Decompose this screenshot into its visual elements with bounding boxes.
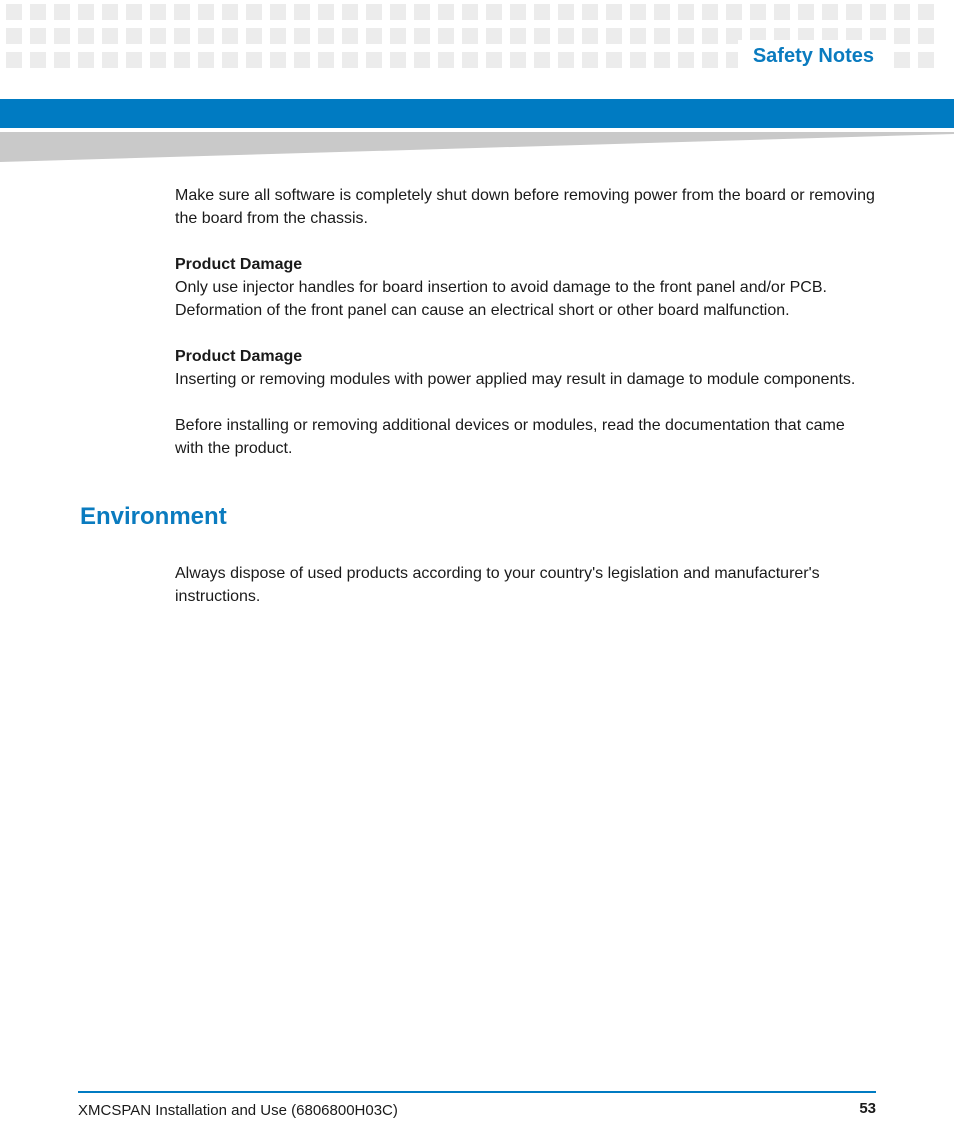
pattern-square [534, 28, 550, 44]
header-blue-bar [0, 99, 954, 128]
product-damage-text-2b: Before installing or removing additional devices or modules, read the documentation that came with the product. [175, 417, 845, 457]
pattern-square [150, 52, 166, 68]
page-number: 53 [859, 1100, 876, 1117]
pattern-square [606, 52, 622, 68]
pattern-square [78, 52, 94, 68]
pattern-square [222, 4, 238, 20]
pattern-square [30, 4, 46, 20]
product-damage-text-1b: Deformation of the front panel can cause an electrical short or other board malfunction. [175, 302, 790, 319]
pattern-square [774, 4, 790, 20]
pattern-square [294, 52, 310, 68]
pattern-square [486, 52, 502, 68]
pattern-square [414, 4, 430, 20]
footer-rule [78, 1091, 876, 1093]
pattern-square [558, 28, 574, 44]
pattern-square [102, 4, 118, 20]
pattern-square [414, 28, 430, 44]
pattern-square [654, 4, 670, 20]
pattern-square [438, 4, 454, 20]
pattern-square [510, 52, 526, 68]
pattern-square [726, 4, 742, 20]
product-damage-text-1a: Only use injector handles for board insertion to avoid damage to the front panel and/or PCB. [175, 279, 827, 296]
pattern-square [462, 52, 478, 68]
product-damage-heading-1: Product Damage [175, 256, 303, 273]
pattern-square [126, 4, 142, 20]
pattern-square [582, 4, 598, 20]
pattern-square [510, 4, 526, 20]
pattern-square [630, 4, 646, 20]
pattern-square [30, 28, 46, 44]
pattern-square [198, 52, 214, 68]
pattern-square [918, 4, 934, 20]
section-title: Safety Notes [752, 45, 874, 67]
pattern-square [222, 52, 238, 68]
pattern-square [6, 4, 22, 20]
pattern-square [678, 28, 694, 44]
pattern-square [198, 28, 214, 44]
pattern-square [270, 52, 286, 68]
shutdown-paragraph: Make sure all software is completely shut down before removing power from the board or removing the board from the chassis. [175, 187, 875, 227]
pattern-square [846, 4, 862, 20]
pattern-square [486, 28, 502, 44]
pattern-square [222, 28, 238, 44]
pattern-square [102, 52, 118, 68]
pattern-square [318, 28, 334, 44]
pattern-square [606, 28, 622, 44]
pattern-square [534, 52, 550, 68]
product-damage-text-2a: Inserting or removing modules with power applied may result in damage to module components. [175, 371, 856, 388]
pattern-square [486, 4, 502, 20]
pattern-square [318, 4, 334, 20]
pattern-square [870, 4, 886, 20]
pattern-square [414, 52, 430, 68]
pattern-square [150, 28, 166, 44]
pattern-square [294, 4, 310, 20]
pattern-square [78, 4, 94, 20]
pattern-square [366, 28, 382, 44]
pattern-square [150, 4, 166, 20]
pattern-square [894, 4, 910, 20]
pattern-square [54, 52, 70, 68]
pattern-square [582, 52, 598, 68]
pattern-square [702, 28, 718, 44]
pattern-square [102, 28, 118, 44]
pattern-square [462, 4, 478, 20]
pattern-square [342, 28, 358, 44]
pattern-square [822, 4, 838, 20]
pattern-square [654, 28, 670, 44]
pattern-square [750, 4, 766, 20]
environment-heading: Environment [80, 503, 227, 530]
pattern-square [534, 4, 550, 20]
pattern-square [390, 52, 406, 68]
pattern-square [630, 52, 646, 68]
pattern-square [246, 28, 262, 44]
pattern-square [342, 52, 358, 68]
pattern-square [126, 28, 142, 44]
pattern-square [678, 4, 694, 20]
pattern-square [270, 28, 286, 44]
pattern-square [198, 4, 214, 20]
pattern-square [342, 4, 358, 20]
pattern-square [318, 52, 334, 68]
pattern-square [366, 4, 382, 20]
pattern-square [510, 28, 526, 44]
pattern-square [174, 4, 190, 20]
header-gray-wedge [0, 130, 954, 164]
pattern-square [558, 4, 574, 20]
footer-doc-title: XMCSPAN Installation and Use (6806800H03C) [78, 1102, 398, 1119]
pattern-square [438, 28, 454, 44]
pattern-square [246, 4, 262, 20]
pattern-square [6, 52, 22, 68]
pattern-square [798, 4, 814, 20]
pattern-square [54, 4, 70, 20]
pattern-square [606, 4, 622, 20]
pattern-square [462, 28, 478, 44]
environment-paragraph: Always dispose of used products according to your country's legislation and manufacturer's instructions. [175, 565, 820, 605]
pattern-square [630, 28, 646, 44]
pattern-square [246, 52, 262, 68]
pattern-square [654, 52, 670, 68]
pattern-square [558, 52, 574, 68]
pattern-square [6, 28, 22, 44]
pattern-square [174, 28, 190, 44]
pattern-square [270, 4, 286, 20]
pattern-square [174, 52, 190, 68]
pattern-square [894, 28, 910, 44]
product-damage-heading-2: Product Damage [175, 348, 303, 365]
pattern-square [366, 52, 382, 68]
pattern-square [918, 28, 934, 44]
pattern-square [78, 28, 94, 44]
pattern-square [54, 28, 70, 44]
pattern-square [294, 28, 310, 44]
pattern-square [390, 4, 406, 20]
pattern-square [702, 4, 718, 20]
pattern-square [894, 52, 910, 68]
pattern-square [678, 52, 694, 68]
pattern-square [30, 52, 46, 68]
pattern-square [918, 52, 934, 68]
pattern-square [582, 28, 598, 44]
pattern-square [702, 52, 718, 68]
pattern-square [438, 52, 454, 68]
pattern-square [126, 52, 142, 68]
pattern-square [390, 28, 406, 44]
